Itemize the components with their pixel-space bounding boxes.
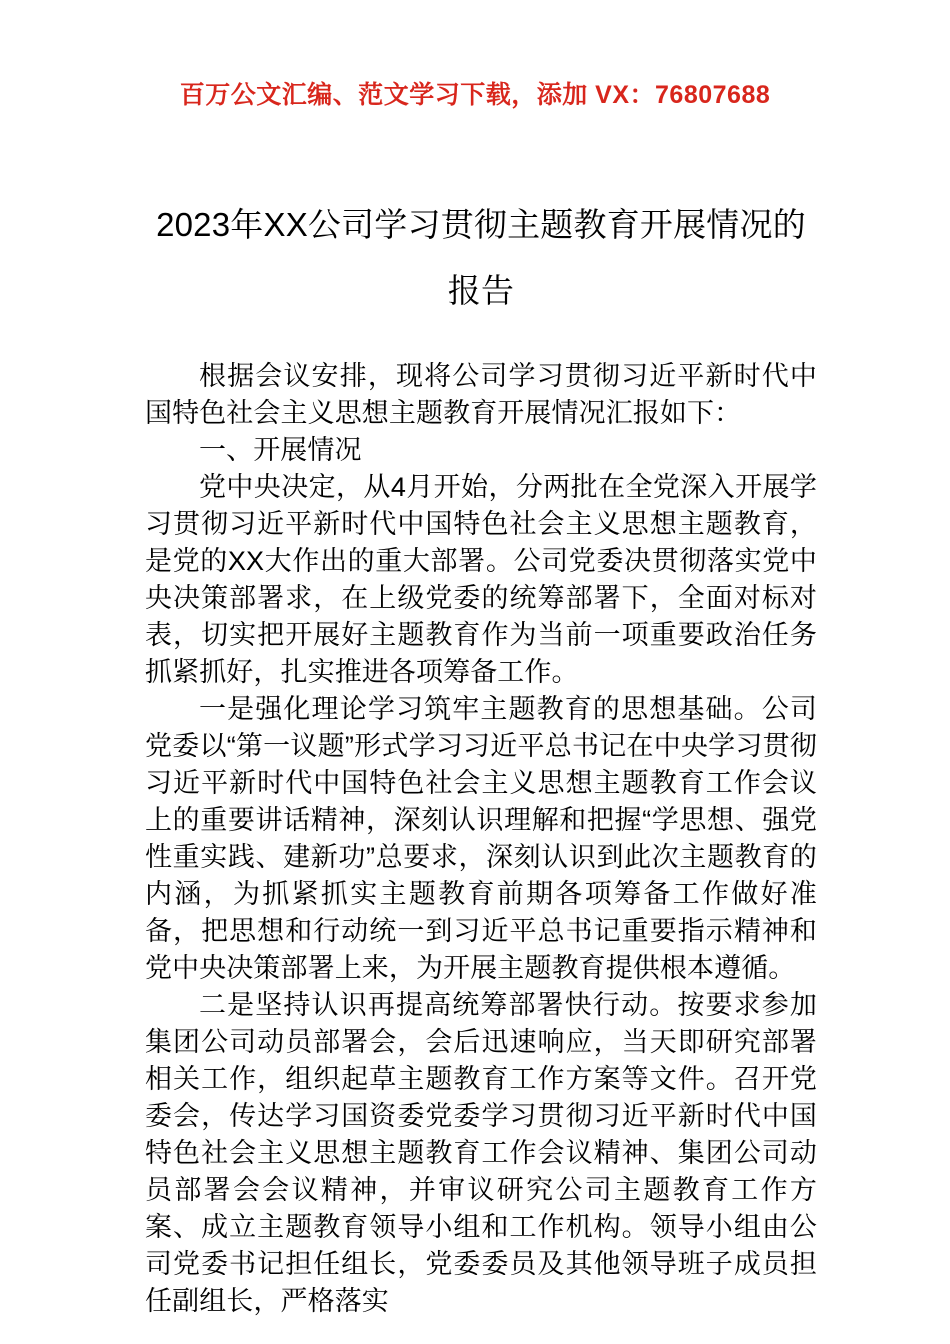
paragraph-background: 党中央决定，从4月开始，分两批在全党深入开展学习贯彻习近平新时代中国特色社会主义思想主题教育，是党的XX大作出的重大部署。公司党委决贯彻落实党中央决策部署求，在上级党委的统筹部署下，全面对标对表，切实把开展好主题教育作为当前一项重要政治任务抓紧抓好，扎实推进各项筹备工作。 [145, 472, 817, 687]
section-heading-one: 一、开展情况 [199, 435, 362, 465]
paragraph-point-two: 二是坚持认识再提高统筹部署快行动。按要求参加集团公司动员部署会，会后迅速响应，当天即研究部署相关工作，组织起草主题教育工作方案等文件。召开党委会，传达学习国资委党委学习贯彻习近平新时代中国特色社会主义思想主题教育工作会议精神、集团公司动员部署会会议精神，并审议研究公司主题教育工作方案、成立主题教育领导小组和工作机构。领导小组由公司党委书记担任组长，党委委员及其他领导班子成员担任副组长，严格落实 [145, 990, 817, 1316]
page-title: 2023年XX公司学习贯彻主题教育开展情况的报告 [156, 206, 806, 310]
document-body [145, 358, 817, 1320]
paragraph-intro: 根据会议安排，现将公司学习贯彻习近平新时代中国特色社会主义思想主题教育开展情况汇报如下： [145, 361, 817, 428]
paragraph-point-one: 一是强化理论学习筑牢主题教育的思想基础。公司党委以“第一议题”形式学习习近平总书记在中央学习贯彻习近平新时代中国特色社会主义思想主题教育工作会议上的重要讲话精神，深刻认识理解和把握“学思想、强党性重实践、建新功”总要求，深刻认识到此次主题教育的内涵，为抓紧抓实主题教育前期各项筹备工作做好准备，把思想和行动统一到习近平总书记重要指示精神和党中央决策部署上来，为开展主题教育提供根本遵循。 [145, 694, 817, 983]
promo-banner-text: 百万公文汇编、范文学习下载，添加 VX：76807688 [179, 81, 771, 109]
